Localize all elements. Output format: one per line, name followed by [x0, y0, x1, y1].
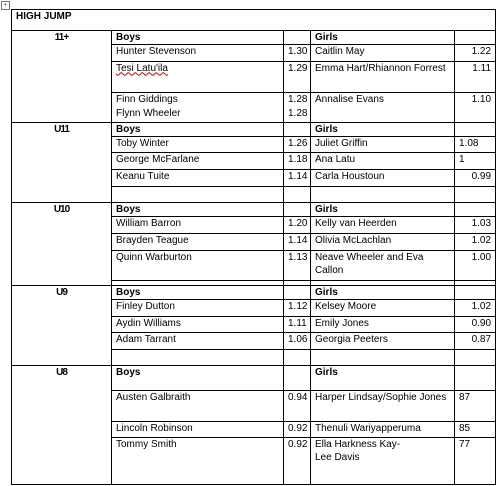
- age-group-label: 11+: [12, 30, 112, 122]
- empty-cell: [284, 285, 311, 299]
- empty-cell: [284, 122, 311, 136]
- boy-result: 1.30: [284, 45, 311, 62]
- empty-cell: [455, 186, 496, 203]
- girl-result: 1.10: [455, 92, 496, 122]
- empty-cell: [284, 186, 311, 203]
- boy-name: Finley Dutton: [112, 300, 284, 317]
- girl-name: Neave Wheeler and Eva Callon: [311, 250, 455, 281]
- boy-name: Finn Giddings: [112, 92, 284, 106]
- girl-result: 87: [455, 390, 496, 421]
- girl-result: 1.08: [455, 136, 496, 153]
- girl-result: 1.03: [455, 217, 496, 234]
- girl-name: Carla Houstoun: [311, 170, 455, 187]
- boy-name: Keanu Tuite: [112, 170, 284, 187]
- boys-header: Boys: [112, 203, 284, 217]
- boy-name: Adam Tarrant: [112, 333, 284, 350]
- empty-cell: [284, 30, 311, 44]
- table-move-handle[interactable]: +: [1, 1, 10, 10]
- girls-header: Girls: [311, 122, 455, 136]
- boy-name: Toby Winter: [112, 136, 284, 153]
- boys-header: Boys: [112, 366, 284, 391]
- boy-result: 1.18: [284, 153, 311, 170]
- girl-name: Harper Lindsay/Sophie Jones: [311, 390, 455, 421]
- girl-name: Ella Harkness Kay-Lee Davis: [311, 438, 455, 485]
- boys-header: Boys: [112, 285, 284, 299]
- boy-result: 1.06: [284, 333, 311, 350]
- age-group-label: U11: [12, 122, 112, 203]
- empty-cell: [284, 203, 311, 217]
- girl-result: 0.90: [455, 316, 496, 333]
- boy-result: 1.13: [284, 250, 311, 281]
- empty-cell: [284, 366, 311, 391]
- boy-name: Brayden Teague: [112, 234, 284, 251]
- boy-name: Austen Galbraith: [112, 390, 284, 421]
- boy-name: William Barron: [112, 217, 284, 234]
- boy-result: 1.12: [284, 300, 311, 317]
- girl-result: 0.99: [455, 170, 496, 187]
- boy-result: 1.29: [284, 61, 311, 92]
- girl-result: 1.00: [455, 250, 496, 281]
- boy-result: 1.11: [284, 316, 311, 333]
- empty-cell: [284, 349, 311, 366]
- girl-name: Kelsey Moore: [311, 300, 455, 317]
- boy-result: 1.26: [284, 136, 311, 153]
- boy-result: 1.20: [284, 217, 311, 234]
- boy-name: Lincoln Robinson: [112, 421, 284, 438]
- boy-result: 1.14: [284, 234, 311, 251]
- boy-name: Flynn Wheeler: [112, 107, 284, 122]
- girls-header: Girls: [311, 366, 455, 391]
- girls-header: Girls: [311, 285, 455, 299]
- empty-cell: [455, 122, 496, 136]
- girl-result: 1.02: [455, 300, 496, 317]
- girl-name: Caitlin May: [311, 45, 455, 62]
- age-group-label: U8: [12, 366, 112, 485]
- empty-cell: [455, 203, 496, 217]
- girl-result: 1.02: [455, 234, 496, 251]
- girl-name: Ana Latu: [311, 153, 455, 170]
- boy-name: [112, 61, 284, 92]
- boy-name: George McFarlane: [112, 153, 284, 170]
- boy-result: 0.92: [284, 421, 311, 438]
- table-title: HIGH JUMP: [12, 10, 496, 31]
- boy-result: 1.14: [284, 170, 311, 187]
- girl-result: 0.87: [455, 333, 496, 350]
- boy-name: Hunter Stevenson: [112, 45, 284, 62]
- girl-name: Georgia Peeters: [311, 333, 455, 350]
- age-group-label: U10: [12, 203, 112, 286]
- boy-result: 0.92: [284, 438, 311, 485]
- girls-header: Girls: [311, 30, 455, 44]
- girl-result: 85: [455, 421, 496, 438]
- boy-name: Tommy Smith: [112, 438, 284, 485]
- girl-name: Emily Jones: [311, 316, 455, 333]
- girl-name: Juliet Griffin: [311, 136, 455, 153]
- empty-cell: [455, 30, 496, 44]
- empty-cell: [311, 186, 455, 203]
- girl-result: 77: [455, 438, 496, 485]
- boy-result: 0.94: [284, 390, 311, 421]
- empty-cell: [455, 349, 496, 366]
- age-group-label: U9: [12, 285, 112, 366]
- boys-header: Boys: [112, 122, 284, 136]
- girl-name: Olivia McLachlan: [311, 234, 455, 251]
- girl-result: 1.22: [455, 45, 496, 62]
- girls-header: Girls: [311, 203, 455, 217]
- boy-result: 1.28: [284, 92, 311, 106]
- boy-name: Quinn Warburton: [112, 250, 284, 281]
- empty-cell: [112, 186, 284, 203]
- girl-name: Kelly van Heerden: [311, 217, 455, 234]
- empty-cell: [455, 366, 496, 391]
- girl-name: Thenuli Wariyapperuma: [311, 421, 455, 438]
- empty-cell: [311, 349, 455, 366]
- girl-name: Annalise Evans: [311, 92, 455, 122]
- empty-cell: [455, 285, 496, 299]
- boys-header: Boys: [112, 30, 284, 44]
- empty-cell: [112, 349, 284, 366]
- girl-result: 1: [455, 153, 496, 170]
- high-jump-results-table: [11, 9, 496, 485]
- boy-result: 1.28: [284, 107, 311, 122]
- boy-name: Aydin Williams: [112, 316, 284, 333]
- girl-result: 1.11: [455, 61, 496, 92]
- boy-name-text: Tesi Latu'ila: [116, 62, 168, 74]
- girl-name: Emma Hart/Rhiannon Forrest: [311, 61, 455, 92]
